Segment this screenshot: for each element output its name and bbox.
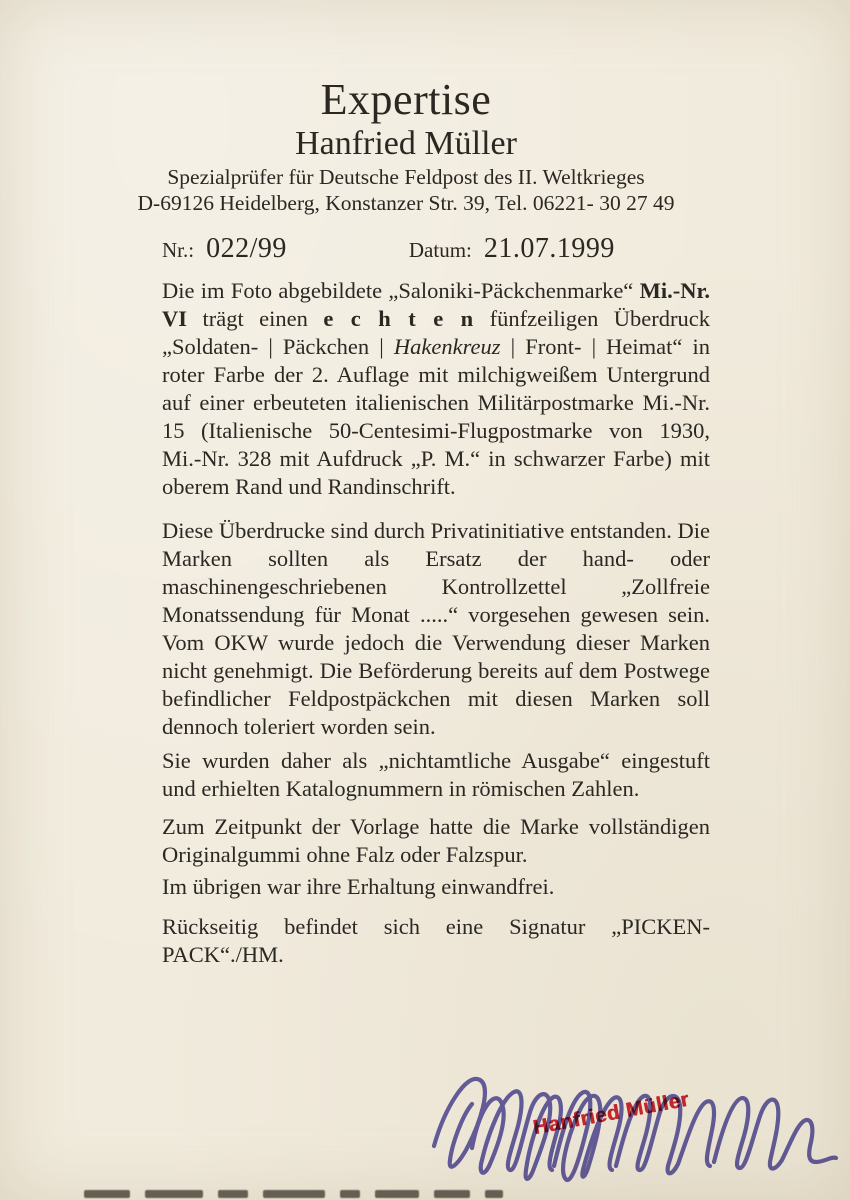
- paragraph-catalog-numbers: Sie wurden daher als „nichtamtliche Ausgabe“ eingestuft und erhielten Katalognummern in römischen Zahlen.: [162, 748, 710, 801]
- handwritten-signature: [420, 1050, 840, 1200]
- certificate-number-value: 022/99: [206, 233, 287, 264]
- scan-artifact-bottom-edge: [84, 1190, 503, 1200]
- paragraph-reverse-signature: Rückseitig befindet sich eine Signatur „PICKEN-PACK“./HM.: [162, 914, 710, 967]
- certificate-meta-row: [162, 233, 710, 265]
- examiner-name: Hanfried Müller: [295, 125, 517, 162]
- examiner-address: D-69126 Heidelberg, Konstanzer Str. 39, Tel. 06221- 30 27 49: [137, 191, 675, 215]
- echten-emphasis: e c h t e n: [323, 306, 475, 331]
- text-segment: fünfzeiligen Überdruck „Soldaten- | Päckchen |: [162, 306, 710, 359]
- page-title: Expertise: [320, 75, 492, 124]
- certificate-body: [162, 277, 710, 985]
- signature-area: [420, 1050, 840, 1200]
- scan-artifact: [84, 1190, 130, 1198]
- date-label: Datum:: [408, 238, 472, 262]
- scan-artifact: [375, 1190, 419, 1198]
- text-segment: trägt einen: [187, 306, 324, 331]
- scan-artifact: [340, 1190, 360, 1198]
- name-stamp: Hanfried Müller: [531, 1087, 691, 1140]
- paragraph-gum-condition: Zum Zeitpunkt der Vorlage hatte die Marke vollständigen Originalgummi ohne Falz oder Falzspur.: [162, 814, 710, 867]
- paragraph-stamp-description: [162, 277, 710, 501]
- michel-number-bold: Mi.-Nr. VI: [162, 278, 710, 331]
- text-segment: Die im Foto abgebildete „Saloniki-Päckchenmarke“: [162, 278, 640, 303]
- scan-artifact: [434, 1190, 470, 1198]
- certificate-number-label: Nr.:: [162, 238, 195, 262]
- scan-artifact: [263, 1190, 325, 1198]
- examiner-role: Spezialprüfer für Deutsche Feldpost des II. Weltkrieges: [167, 165, 645, 189]
- certificate-header: [130, 76, 682, 216]
- date-value: 21.07.1999: [483, 233, 615, 264]
- paragraph-overall-condition: Im übrigen war ihre Erhaltung einwandfrei.: [162, 874, 555, 899]
- text-segment: | Front- | Heimat“ in roter Farbe der 2. Auflage mit milchigweißem Untergrund auf einer erbeuteten italienischen Militärpostmarke Mi.-Nr. 15 (Italienische 50-Centesimi-Flugpostmarke von 1930, Mi.-Nr. 328 mit Aufdruck „P. M.“ in schwarzer Farbe) mit oberem Rand und Randinschrift.: [162, 334, 711, 499]
- hakenkreuz-italic: Hakenkreuz: [393, 334, 501, 359]
- scan-artifact: [145, 1190, 203, 1198]
- scan-artifact: [485, 1190, 503, 1198]
- paragraph-overprint-history: Diese Überdrucke sind durch Privatinitiative entstanden. Die Marken sollten als Ersatz der hand- oder maschinengeschriebenen Kontrollzettel „Zollfreie Monatssendung für Monat .....“ vorgesehen gewesen sein. Vom OKW wurde jedoch die Verwendung dieser Marken nicht genehmigt. Die Beförderung bereits auf dem Postwege befindlicher Feldpostpäckchen mit diesen Marken soll dennoch toleriert worden sein.: [162, 518, 710, 739]
- scan-artifact: [218, 1190, 248, 1198]
